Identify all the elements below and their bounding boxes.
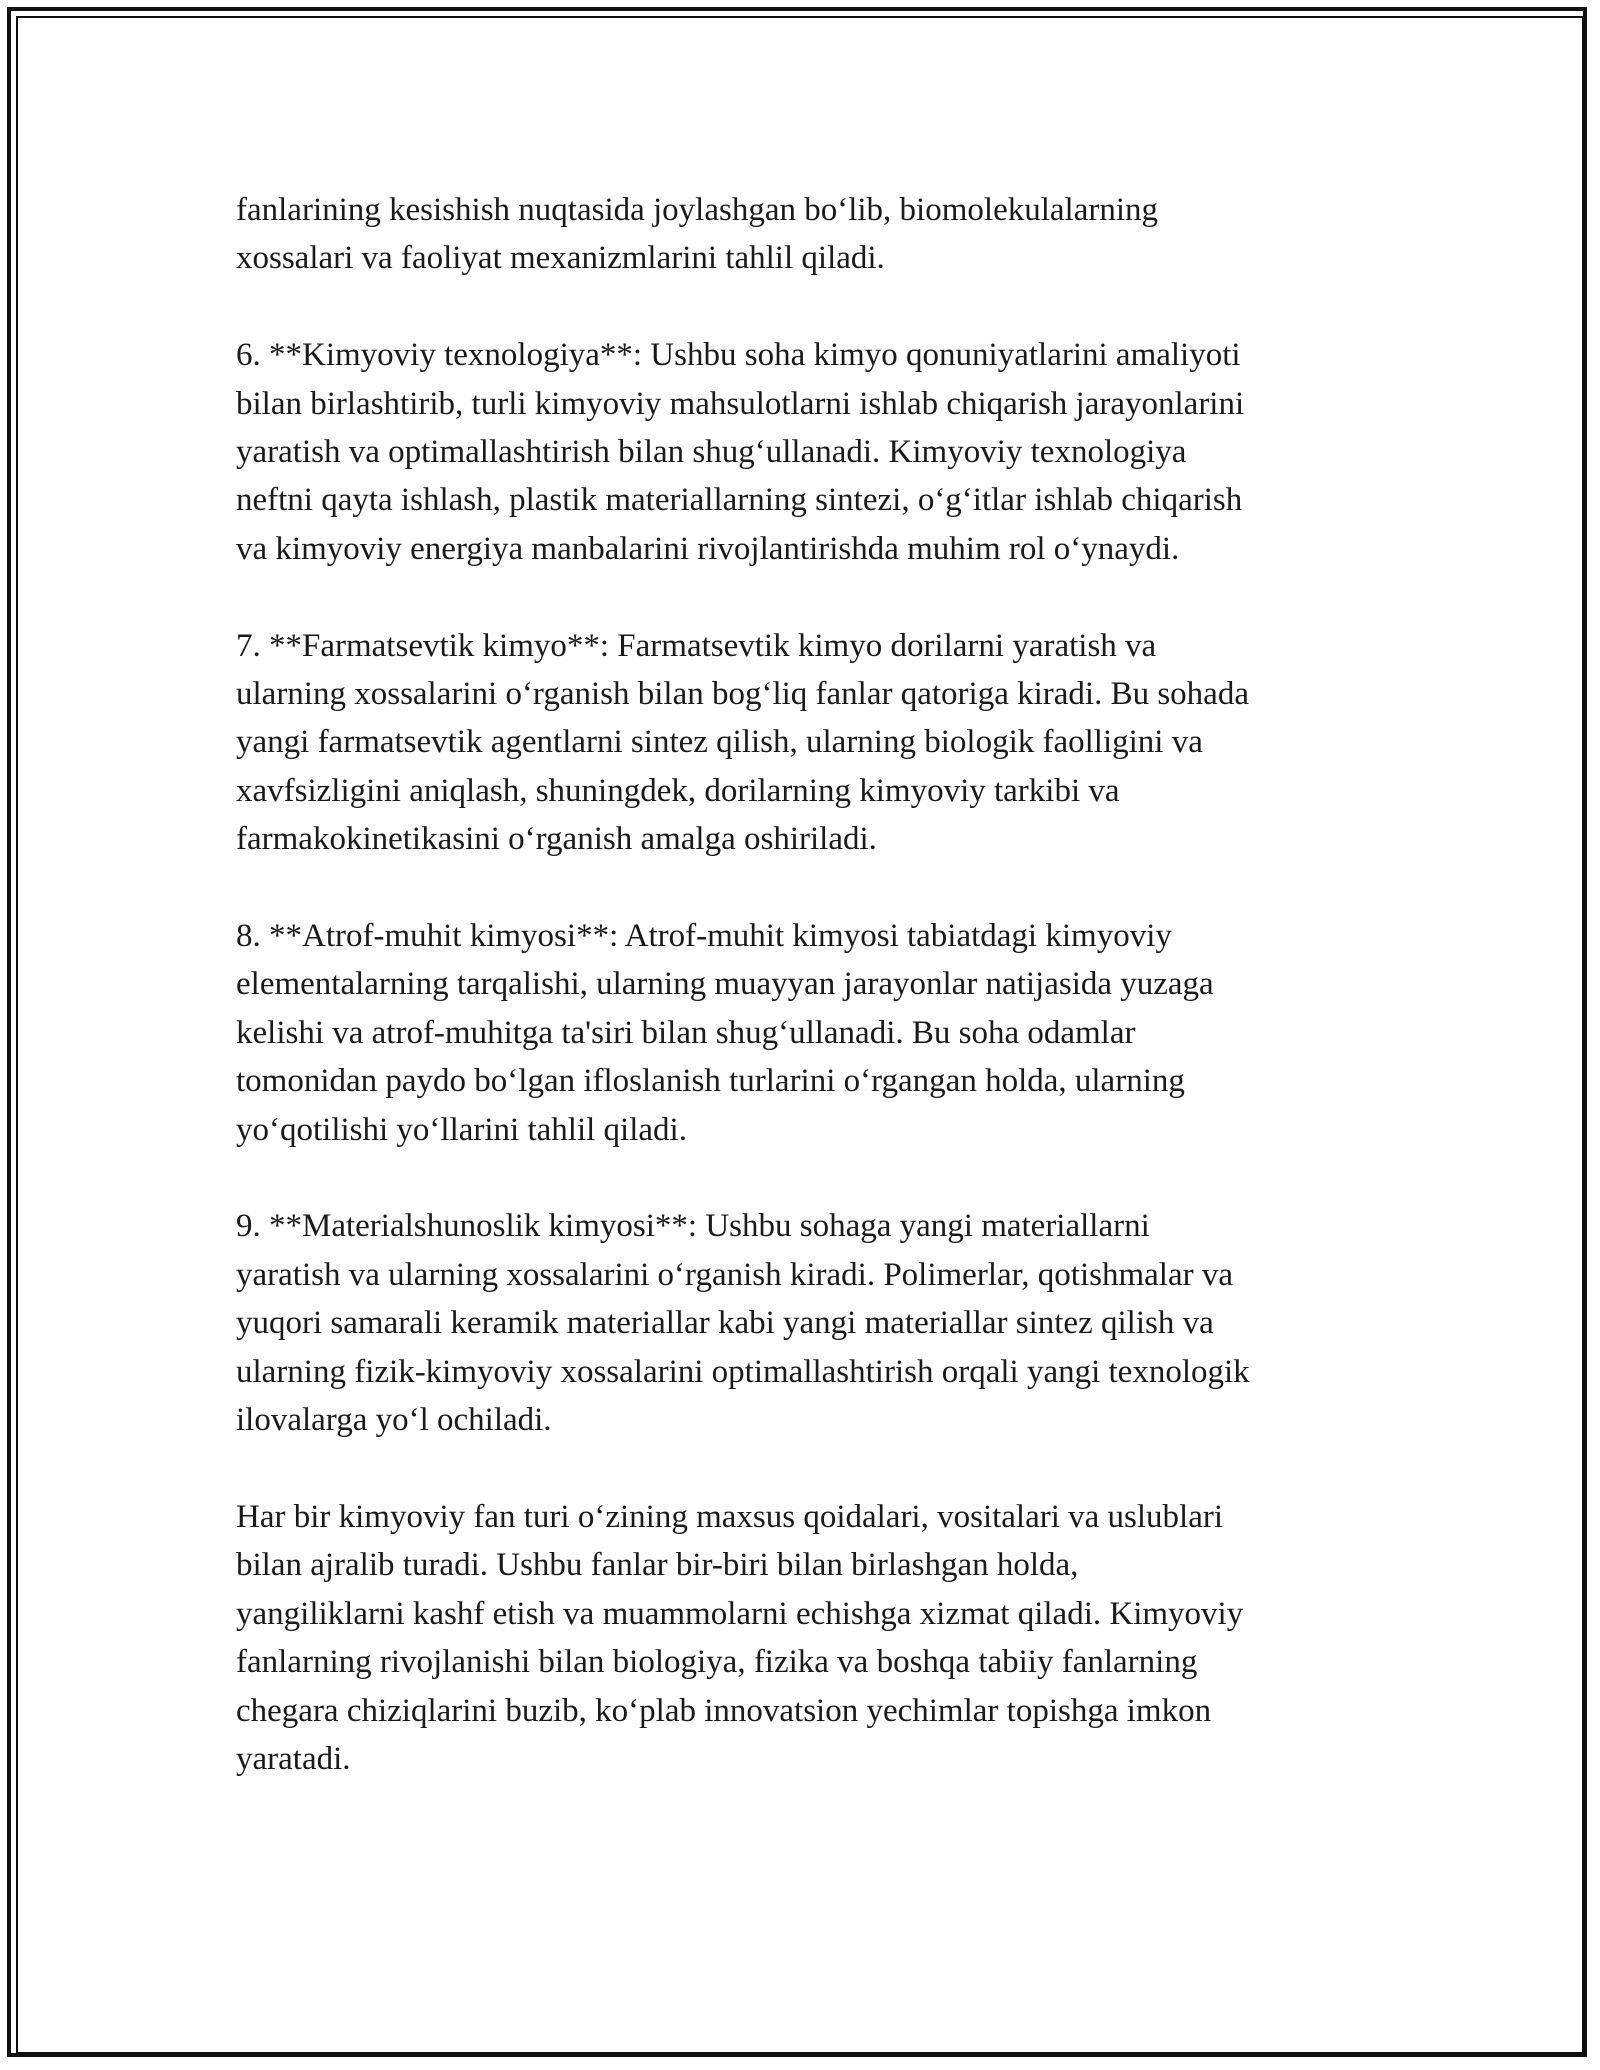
paragraph-conclusion: Har bir kimyoviy fan turi o‘zining maxsus qoidalari, vositalari va uslublari bilan ajralib turadi. Ushbu fanlar bir-biri bilan birlashgan holda, yangiliklarni kashf etish va muammolarni echishga xizmat qiladi. Kimyoviy fanlarning rivojlanishi bilan biologiya, fizika va boshqa tabiiy fanlarning chegara chiziqlarini buzib, ko‘plab innovatsion yechimlar topishga imkon yaratadi.: [236, 1498, 1244, 1777]
paragraph-continuation: fanlarining kesishish nuqtasida joylashgan bo‘lib, biomolekulalarning xossalari va faoliyat mexanizmlarini tahlil qiladi.: [236, 192, 1159, 277]
paragraph-item-9: 9. **Materialshunoslik kimyosi**: Ushbu sohaga yangi materiallarni yaratish va ularning xossalarini o‘rganish kiradi. Polimerlar, qotishmalar va yuqori samarali keramik materiallar kabi yangi materiallar sintez qilish va ularning fizik-kimyoviy xossalarini optimallashtirish orqali yangi texnologik ilovalarga yo‘l ochiladi.: [236, 1208, 1250, 1439]
paragraph-item-7: 7. **Farmatsevtik kimyo**: Farmatsevtik kimyo dorilarni yaratish va ularning xossalarini o‘rganish bilan bog‘liq fanlar qatoriga kiradi. Bu sohada yangi farmatsevtik agentlarni sintez qilish, ularning biologik faolligini va xavfsizligini aniqlash, shuningdek, dorilarning kimyoviy tarkibi va farmakokinetikasini o‘rganish amalga oshiriladi.: [236, 627, 1249, 858]
paragraph-item-8: 8. **Atrof-muhit kimyosi**: Atrof-muhit kimyosi tabiatdagi kimyoviy elementalarning tarqalishi, ularning muayyan jarayonlar natijasida yuzaga kelishi va atrof-muhitga ta'siri bilan shug‘ullanadi. Bu soha odamlar tomonidan paydo bo‘lgan ifloslanish turlarini o‘rgangan holda, ularning yo‘qotilishi yo‘llarini tahlil qiladi.: [236, 918, 1214, 1148]
document-body: [236, 186, 1376, 1783]
paragraph-item-6: 6. **Kimyoviy texnologiya**: Ushbu soha kimyo qonuniyatlarini amaliyoti bilan birlashtirib, turli kimyoviy mahsulotlarni ishlab chiqarish jarayonlarini yaratish va optimallashtirish bilan shug‘ullanadi. Kimyoviy texnologiya neftni qayta ishlash, plastik materiallarning sintezi, o‘g‘itlar ishlab chiqarish va kimyoviy energiya manbalarini rivojlantirishda muhim rol o‘ynaydi.: [236, 337, 1245, 567]
